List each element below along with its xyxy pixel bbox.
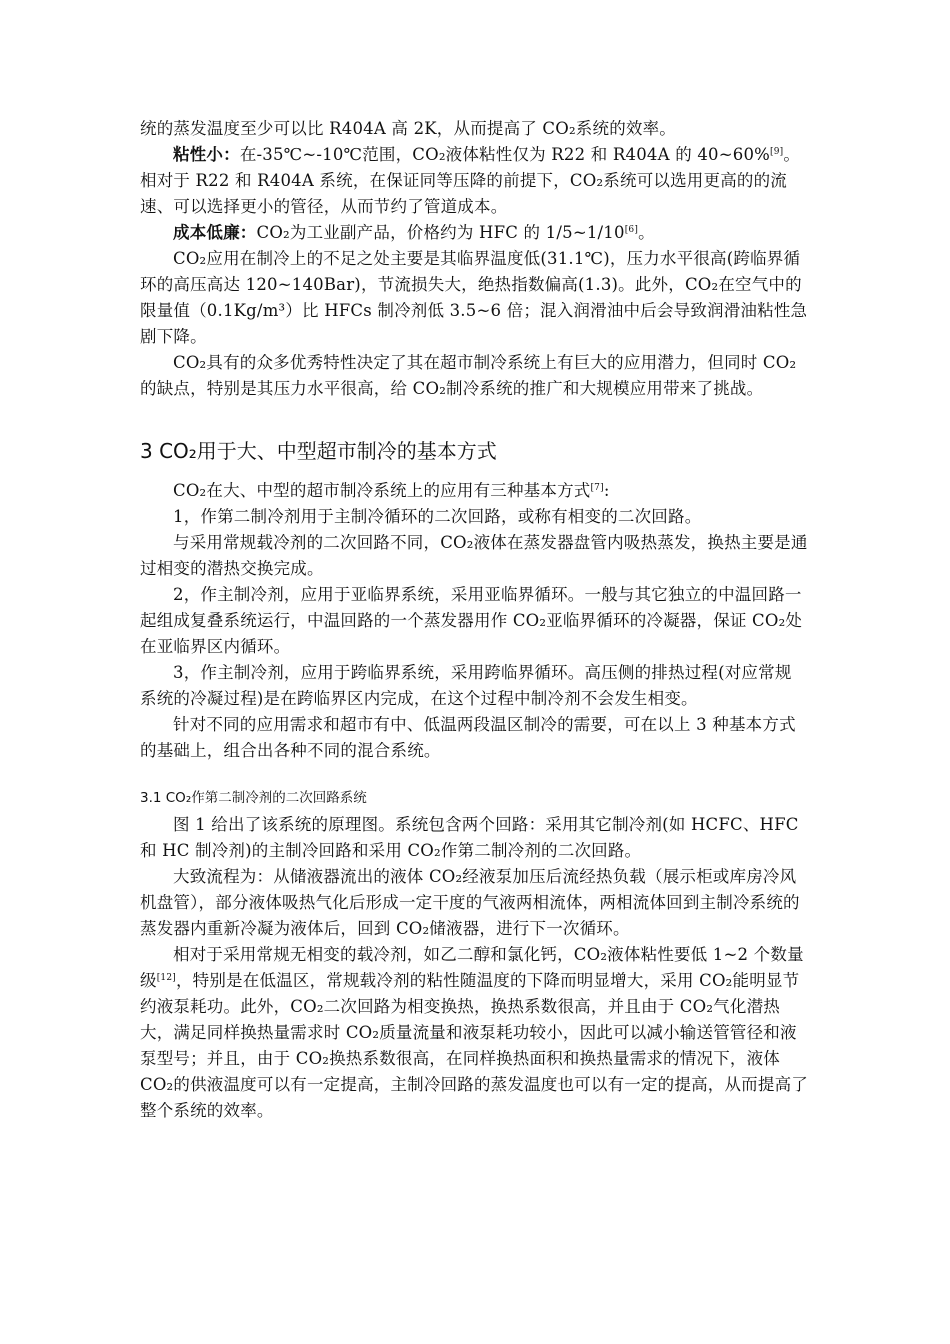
paragraph-mode-1: 1，作第二制冷剂用于主制冷循环的二次回路，或称有相变的二次回路。: [173, 507, 702, 526]
paragraph-cost: [140, 220, 808, 246]
viscosity-text-rest: 。相对于 R22 和 R404A 系统，在保证同等压降的前提下，CO₂系统可以选用更高的的流速、可以选择更小的管径，从而节约了管道成本。: [140, 145, 801, 216]
cost-text-rest: 。: [638, 223, 655, 242]
paragraph-figure-1: 图 1 给出了该系统的原理图。系统包含两个回路：采用其它制冷剂(如 HCFC、HFC 和 HC 制冷剂)的主制冷回路和采用 CO₂作第二制冷剂的二次回路。: [140, 815, 799, 860]
paragraph-mode-2: 2，作主制冷剂，应用于亚临界系统，采用亚临界循环。一般与其它独立的中温回路一起组成复叠系统运行，中温回路的一个蒸发器用作 CO₂亚临界循环的冷凝器，保证 CO₂处在亚临界区内循环。: [140, 585, 803, 656]
cost-label: 成本低廉：: [173, 223, 257, 242]
citation-7: [7]: [590, 483, 604, 493]
citation-6: [6]: [624, 225, 639, 235]
cost-text: CO₂为工业副产品，价格约为 HFC 的 1/5~1/10: [256, 223, 625, 242]
viscosity-label: 粘性小：: [173, 145, 240, 164]
paragraph-hybrid-systems: 针对不同的应用需求和超市有中、低温两段温区制冷的需要，可在以上 3 种基本方式的基础上，组合出各种不同的混合系统。: [140, 715, 796, 760]
three-modes-colon: :: [603, 481, 610, 500]
paragraph-disadvantages: CO₂应用在制冷上的不足之处主要是其临界温度低(31.1℃)，压力水平很高(跨临界循环的高压高达 120~140Bar)，节流损失大，绝热指数偏高(1.3)。此外，CO₂在空气中的限量值（0.1Kg/m³）比 HFCs 制冷剂低 3.5~6 倍；混入润滑油中后会导致润滑油粘性急剧下降。: [140, 249, 808, 346]
comparison-text-rest: ，特别是在低温区，常规载冷剂的粘性随温度的下降而明显增大，采用 CO₂能明显节约液泵耗功。此外，CO₂二次回路为相变换热，换热系数很高，并且由于 CO₂气化潜热大，满足同样换热量需求时 CO₂质量流量和液泵耗功较小，因此可以减小输送管管径和液泵型号；并且，由于 CO₂换热系数很高，在同样换热面积和换热量需求的情况下，液体 CO₂的供液温度可以有一定提高，主制冷回路的蒸发温度也可以有一定的提高，从而提高了整个系统的效率。: [140, 971, 808, 1120]
citation-9: [9]: [770, 147, 784, 157]
section-heading-3: 3 CO₂用于大、中型超市制冷的基本方式: [140, 439, 497, 463]
paragraph-mode-3: 3，作主制冷剂，应用于跨临界系统，采用跨临界循环。高压侧的排热过程(对应常规系统的冷凝过程)是在跨临界区内完成，在这个过程中制冷剂不会发生相变。: [140, 663, 792, 708]
viscosity-text: 在-35℃~-10℃范围，CO₂液体粘性仅为 R22 和 R404A 的 40~60%: [239, 145, 771, 164]
paragraph-potential: CO₂具有的众多优秀特性决定了其在超市制冷系统上有巨大的应用潜力，但同时 CO₂的缺点，特别是其压力水平很高，给 CO₂制冷系统的推广和大规模应用带来了挑战。: [140, 353, 797, 398]
paragraph-three-modes: [140, 478, 808, 504]
paragraph-mode-1-detail: 与采用常规载冷剂的二次回路不同，CO₂液体在蒸发器盘管内吸热蒸发，换热主要是通过相变的潜热交换完成。: [140, 533, 808, 578]
paragraph-efficiency-continuation: 统的蒸发温度至少可以比 R404A 高 2K，从而提高了 CO₂系统的效率。: [140, 119, 677, 138]
paragraph-flow-process: 大致流程为：从储液器流出的液体 CO₂经液泵加压后流经热负载（展示柜或库房冷风机盘管），部分液体吸热气化后形成一定干度的气液两相流体，两相流体回到主制冷系统的蒸发器内重新冷凝为液体后，回到 CO₂储液器，进行下一次循环。: [140, 867, 800, 938]
subsection-heading-3-1: 3.1 CO₂作第二制冷剂的二次回路系统: [140, 790, 367, 806]
paragraph-comparison: [140, 942, 808, 1124]
three-modes-text: CO₂在大、中型的超市制冷系统上的应用有三种基本方式: [173, 481, 591, 500]
comparison-text: 相对于采用常规无相变的载冷剂，如乙二醇和氯化钙，CO₂液体粘性要低 1~2 个数量级: [140, 945, 804, 990]
paragraph-viscosity: [140, 142, 808, 220]
document-page: [140, 116, 808, 1124]
citation-12: [12]: [156, 973, 176, 983]
